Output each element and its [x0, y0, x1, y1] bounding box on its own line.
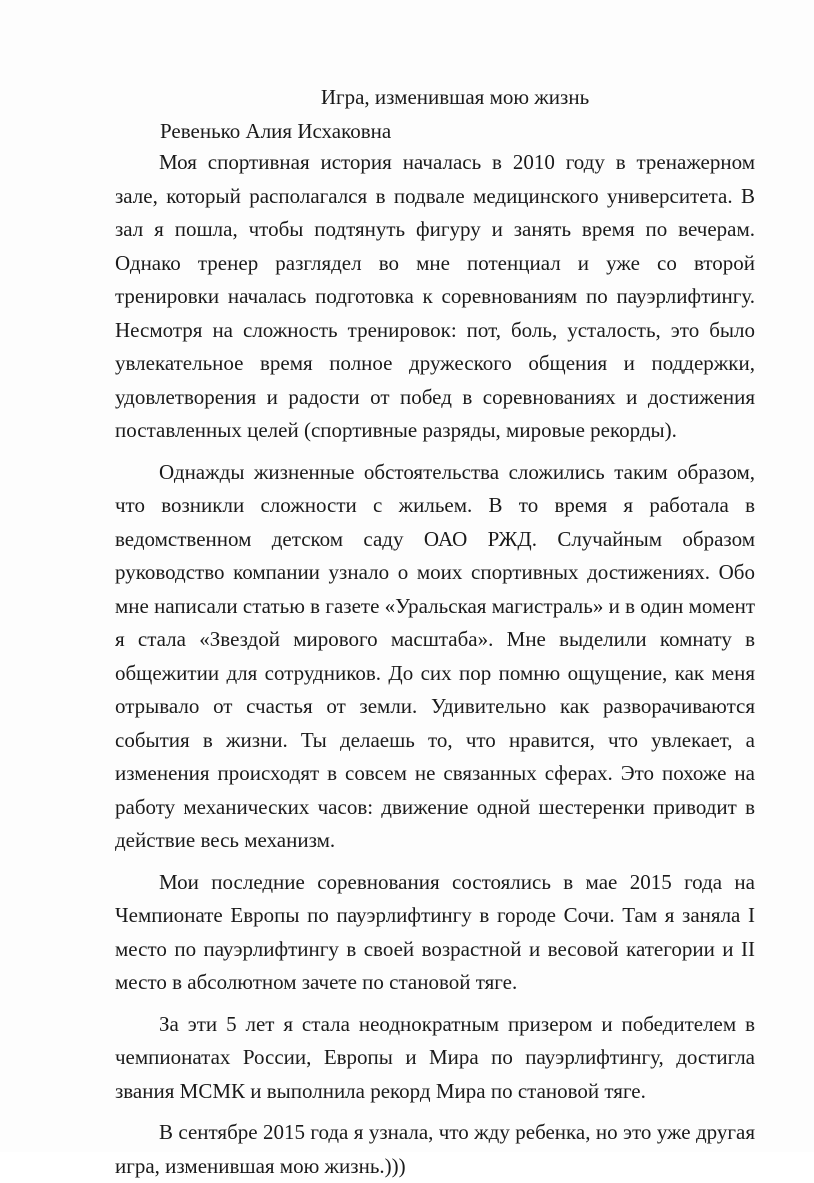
paragraph: Моя спортивная история началась в 2010 году в тренажерном зале, который располагался в подвале медицинского университета. В зал я пошла, чтобы подтянуть фигуру и занять время по вечерам. Однако тренер разглядел во мне потенциал и уже со второй тренировки началась подготовка к соревнованиям по пауэрлифтингу. Несмотря на сложность тренировок: пот, боль, усталость, это было увлекательное время полное дружеского общения и поддержки, удовлетворения и радости от побед в соревнованиях и достижения поставленных целей (спортивные разряды, мировые рекорды). [115, 150, 755, 442]
paragraph: В сентябре 2015 года я узнала, что жду ребенка, но это уже другая игра, изменившая мою жизнь.))) [115, 1120, 755, 1178]
author-name: Ревенько Алия Исхаковна [160, 119, 392, 143]
paragraph: Мои последние соревнования состоялись в мае 2015 года на Чемпионате Европы по пауэрлифтингу в городе Сочи. Там я заняла I место по пауэрлифтингу в своей возрастной и весовой категории и II место в абсолютном зачете по становой тяге. [115, 869, 755, 994]
paragraph: За эти 5 лет я стала неоднократным призером и победителем в чемпионатах России, Европы и Мира по пауэрлифтингу, достигла звания МСМК и выполнила рекорд Мира по становой тяге. [115, 1011, 755, 1103]
document-title: Игра, изменившая мою жизнь [320, 85, 590, 109]
document-body [115, 146, 755, 1183]
paragraph: Однажды жизненные обстоятельства сложились таким образом, что возникли сложности с жильем. В то время я работала в ведомственном детском саду ОАО РЖД. Случайным образом руководство компании узнало о моих спортивных достижениях. Обо мне написали статью в газете «Уральская магистраль» и в один момент я стала «Звездой мирового масштаба». Мне выделили комнату в общежитии для сотрудников. До сих пор помню ощущение, как меня отрывало от счастья от земли. Удивительно как разворачиваются события в жизни. Ты делаешь то, что нравится, что увлекает, а изменения происходят в совсем не связанных сферах. Это похоже на работу механических часов: движение одной шестеренки приводит в действие весь механизм. [115, 459, 755, 852]
